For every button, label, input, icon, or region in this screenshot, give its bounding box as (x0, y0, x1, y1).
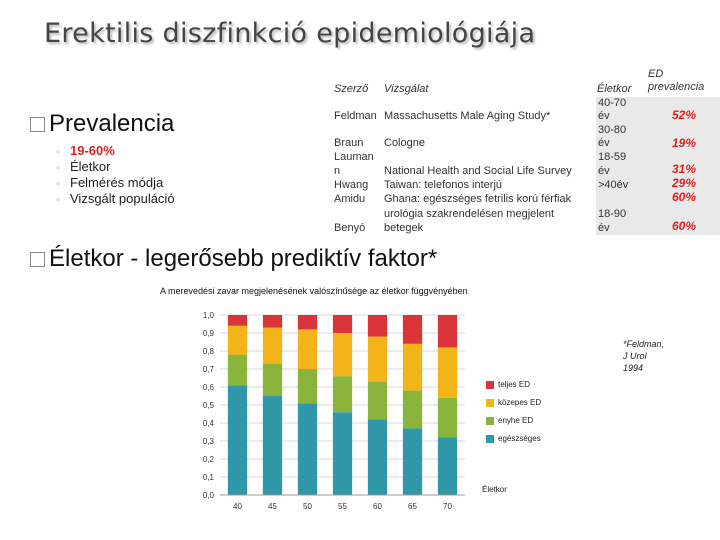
table-cell-prevalence: 60% (671, 219, 697, 233)
bar-segment (333, 376, 352, 412)
table-cell-author: Feldman (334, 110, 377, 122)
bullet-prevalencia (30, 110, 174, 138)
bar-segment (438, 398, 457, 438)
x-tick-label: 40 (233, 502, 242, 511)
x-tick-label: 60 (373, 502, 382, 511)
chart-title: A merevedési zavar megjelenésének valószínűsége az életkor függvényében (160, 286, 468, 296)
table-cell-study: betegek (384, 222, 424, 234)
y-tick-label: 0,8 (202, 347, 214, 356)
y-tick-label: 1,0 (202, 311, 214, 320)
legend-swatch (486, 435, 494, 443)
bar-segment (368, 315, 387, 337)
legend-label: közepes ED (498, 398, 542, 407)
legend-label: egészséges (498, 434, 541, 443)
bar-segment (368, 337, 387, 382)
bar-segment (403, 315, 422, 344)
x-axis-title: Életkor (482, 485, 507, 494)
legend-swatch (486, 417, 494, 425)
circle-bullet-icon: ◦ (56, 162, 60, 174)
bar-segment (228, 326, 247, 355)
table-cell-age: év (598, 137, 610, 149)
stacked-bar-chart (190, 305, 480, 520)
x-tick-label: 50 (303, 502, 312, 511)
table-cell-age: év (598, 165, 610, 177)
sub-item: ◦ 19-60% (56, 143, 115, 158)
legend-item (486, 416, 541, 425)
bullet-eletkor-label: Életkor - legerősebb prediktív faktor* (49, 245, 438, 272)
legend-item (486, 434, 541, 443)
bar-segment (263, 315, 282, 328)
x-tick-label: 45 (268, 502, 277, 511)
bar-segment (333, 412, 352, 495)
table-cell-age: 40-70 (598, 97, 627, 109)
bar-segment (333, 315, 352, 333)
table-cell-study: Taiwan: telefonos interjú (384, 179, 503, 191)
header-author: Szerző (334, 83, 369, 95)
table-cell-prevalence: 31% (671, 162, 697, 176)
table-cell-author: Braun (334, 137, 364, 149)
table-cell-study: Ghana: egészséges fetrilis korú férfiak (384, 193, 572, 205)
bar-segment (228, 355, 247, 386)
table-cell-study: urológia szakrendelésen megjelent (384, 208, 554, 220)
sub-item: ◦ Vizsgált populáció (56, 191, 175, 206)
table-cell-author: Benyó (334, 222, 366, 234)
table-cell-author: Hwang (334, 179, 369, 191)
page-title: Erektilis diszfinkció epidemiológiája (44, 18, 536, 49)
legend-label: teljes ED (498, 380, 531, 389)
bar-segment (368, 419, 387, 495)
legend-label: enyhe ED (498, 416, 534, 425)
bar-segment (298, 315, 317, 329)
table-cell-prevalence: 29% (671, 176, 697, 190)
bar-segment (403, 344, 422, 391)
bar-segment (228, 385, 247, 495)
bar-segment (403, 391, 422, 429)
table-cell-author: Lauman (334, 151, 374, 163)
y-tick-label: 0,2 (202, 455, 214, 464)
bar-segment (438, 437, 457, 495)
legend-item (486, 398, 541, 407)
table-cell-age: év (598, 110, 610, 122)
circle-bullet-icon: ◦ (56, 178, 60, 190)
y-tick-label: 0,9 (202, 329, 214, 338)
legend-swatch (486, 381, 494, 389)
table-cell-age: 30-80 (598, 124, 627, 136)
bar-segment (298, 329, 317, 369)
bar-segment (438, 315, 457, 347)
table-cell-study: National Health and Social Life Survey (384, 165, 572, 177)
square-bullet-icon (30, 252, 45, 267)
bullet-prevalencia-label: Prevalencia (49, 110, 175, 137)
y-tick-label: 0,7 (202, 365, 214, 374)
y-tick-label: 0,6 (202, 383, 214, 392)
sub-item: ◦ Felmérés módja (56, 175, 164, 190)
table-cell-study: Massachusetts Male Aging Study* (384, 110, 551, 122)
header-ed: ED (648, 68, 664, 80)
bar-segment (263, 396, 282, 495)
legend-swatch (486, 399, 494, 407)
header-age: Életkor (597, 83, 632, 95)
table-cell-age: 18-59 (598, 151, 627, 163)
table-cell-author: Amidu (334, 193, 366, 205)
table-cell-author: n (334, 165, 341, 177)
citation-note: *Feldman, J Urol 1994 (623, 339, 665, 373)
x-tick-label: 65 (408, 502, 417, 511)
circle-bullet-icon: ◦ (56, 194, 60, 206)
y-tick-label: 0,3 (202, 437, 214, 446)
y-tick-label: 0,4 (202, 419, 214, 428)
header-prevalence: prevalencia (648, 81, 705, 93)
y-tick-label: 0,5 (202, 401, 214, 410)
bullet-eletkor (30, 245, 437, 273)
bar-segment (263, 364, 282, 396)
sub-item: ◦ Életkor (56, 159, 111, 174)
table-cell-study: Cologne (384, 137, 425, 149)
table-cell-prevalence: 60% (671, 190, 697, 204)
legend-item (486, 380, 541, 389)
x-tick-label: 55 (338, 502, 347, 511)
bar-segment (263, 328, 282, 364)
bar-segment (228, 315, 247, 326)
table-cell-prevalence: 52% (671, 108, 697, 122)
bar-segment (403, 428, 422, 495)
y-tick-label: 0,1 (202, 473, 214, 482)
table-cell-age: év (598, 222, 610, 234)
circle-bullet-icon: ◦ (56, 146, 60, 158)
header-study: Vizsgálat (384, 83, 429, 95)
bar-segment (368, 382, 387, 420)
bar-segment (298, 369, 317, 403)
square-bullet-icon (30, 117, 45, 132)
y-tick-label: 0,0 (202, 491, 214, 500)
table-cell-age: 18-90 (598, 208, 627, 220)
bar-segment (438, 347, 457, 397)
table-cell-age: >40év (598, 179, 629, 191)
x-tick-label: 70 (443, 502, 452, 511)
chart-legend (486, 380, 541, 452)
table-cell-prevalence: 19% (671, 136, 697, 150)
bar-segment (298, 403, 317, 495)
bar-segment (333, 333, 352, 376)
